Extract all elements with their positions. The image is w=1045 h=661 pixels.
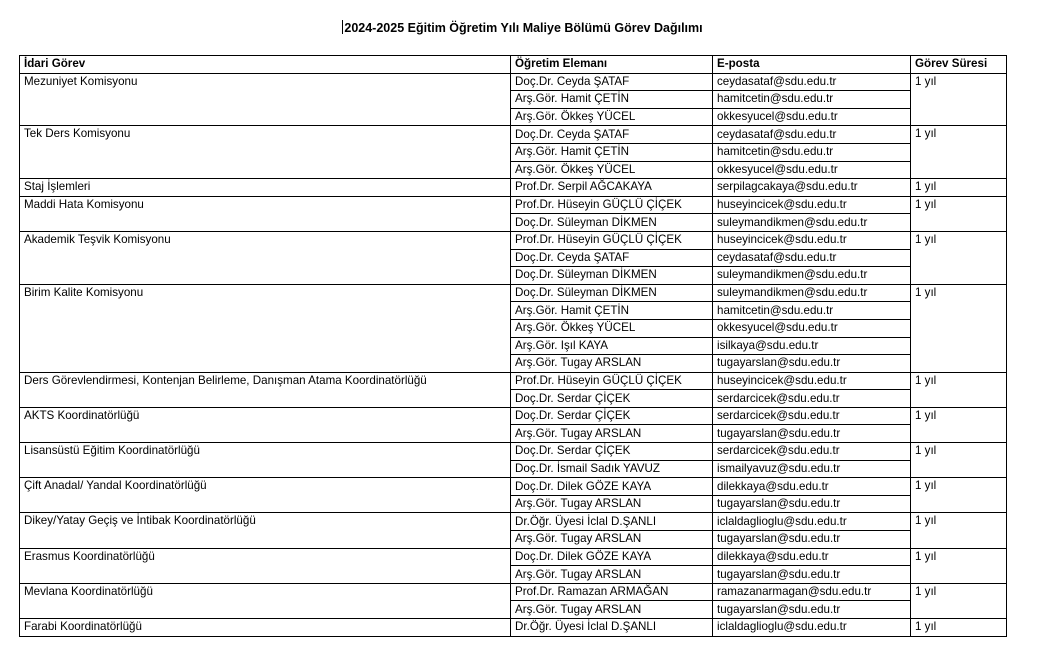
member-cell: Doç.Dr. Dilek GÖZE KAYA [511,478,713,496]
table-row [20,284,1007,302]
table-row [20,443,1007,461]
email-cell: ceydasataf@sdu.edu.tr [713,249,911,267]
member-cell: Arş.Gör. Tugay ARSLAN [511,601,713,619]
table-header-row [20,56,1007,74]
email-cell: ismailyavuz@sdu.edu.tr [713,460,911,478]
email-cell: dilekkaya@sdu.edu.tr [713,548,911,566]
table-row [20,478,1007,496]
duration-cell: 1 yıl [911,284,1007,372]
duration-cell: 1 yıl [911,583,1007,618]
table-row [20,196,1007,214]
email-cell: iclaldaglioglu@sdu.edu.tr [713,619,911,637]
email-cell: huseyincicek@sdu.edu.tr [713,231,911,249]
duty-cell: Staj İşlemleri [20,179,511,197]
email-cell: hamitcetin@sdu.edu.tr [713,143,911,161]
email-cell: serdarcicek@sdu.edu.tr [713,407,911,425]
table-row [20,513,1007,531]
member-cell: Doç.Dr. Serdar ÇİÇEK [511,390,713,408]
member-cell: Dr.Öğr. Üyesi İclal D.ŞANLI [511,619,713,637]
member-cell: Prof.Dr. Ramazan ARMAĞAN [511,583,713,601]
email-cell: huseyincicek@sdu.edu.tr [713,196,911,214]
email-cell: suleymandikmen@sdu.edu.tr [713,214,911,232]
member-cell: Doç.Dr. Dilek GÖZE KAYA [511,548,713,566]
member-cell: Doç.Dr. Süleyman DİKMEN [511,267,713,285]
duration-cell: 1 yıl [911,443,1007,478]
duty-cell: Mezuniyet Komisyonu [20,73,511,126]
email-cell: tugayarslan@sdu.edu.tr [713,601,911,619]
duty-table [19,55,1007,637]
email-cell: ceydasataf@sdu.edu.tr [713,126,911,144]
table-row [20,372,1007,390]
duration-cell: 1 yıl [911,619,1007,637]
email-cell: isilkaya@sdu.edu.tr [713,337,911,355]
member-cell: Arş.Gör. Tugay ARSLAN [511,566,713,584]
duration-cell: 1 yıl [911,126,1007,179]
duty-cell: Maddi Hata Komisyonu [20,196,511,231]
duty-cell: Farabi Koordinatörlüğü [20,619,511,637]
email-cell: huseyincicek@sdu.edu.tr [713,372,911,390]
email-cell: tugayarslan@sdu.edu.tr [713,425,911,443]
member-cell: Arş.Gör. Ökkeş YÜCEL [511,108,713,126]
table-row [20,126,1007,144]
email-cell: hamitcetin@sdu.edu.tr [713,302,911,320]
member-cell: Prof.Dr. Hüseyin GÜÇLÜ ÇİÇEK [511,196,713,214]
duration-cell: 1 yıl [911,513,1007,548]
table-row [20,548,1007,566]
header-duty: İdari Görev [20,56,511,74]
duration-cell: 1 yıl [911,196,1007,231]
duration-cell: 1 yıl [911,478,1007,513]
email-cell: tugayarslan@sdu.edu.tr [713,566,911,584]
member-cell: Prof.Dr. Hüseyin GÜÇLÜ ÇİÇEK [511,231,713,249]
duty-cell: Tek Ders Komisyonu [20,126,511,179]
duration-cell: 1 yıl [911,231,1007,284]
member-cell: Doç.Dr. Ceyda ŞATAF [511,73,713,91]
duty-cell: Ders Görevlendirmesi, Kontenjan Belirleme, Danışman Atama Koordinatörlüğü [20,372,511,407]
table-row [20,73,1007,91]
table-row [20,231,1007,249]
member-cell: Doç.Dr. Ceyda ŞATAF [511,249,713,267]
duty-cell: Akademik Teşvik Komisyonu [20,231,511,284]
email-cell: hamitcetin@sdu.edu.tr [713,91,911,109]
email-cell: ceydasataf@sdu.edu.tr [713,73,911,91]
duration-cell: 1 yıl [911,407,1007,442]
member-cell: Doç.Dr. Süleyman DİKMEN [511,214,713,232]
email-cell: suleymandikmen@sdu.edu.tr [713,284,911,302]
table-row [20,407,1007,425]
table-row [20,179,1007,197]
member-cell: Prof.Dr. Serpil AĞCAKAYA [511,179,713,197]
email-cell: serdarcicek@sdu.edu.tr [713,390,911,408]
member-cell: Arş.Gör. Tugay ARSLAN [511,531,713,549]
duty-cell: Mevlana Koordinatörlüğü [20,583,511,618]
email-cell: serdarcicek@sdu.edu.tr [713,443,911,461]
email-cell: tugayarslan@sdu.edu.tr [713,531,911,549]
email-cell: okkesyucel@sdu.edu.tr [713,319,911,337]
email-cell: dilekkaya@sdu.edu.tr [713,478,911,496]
duration-cell: 1 yıl [911,179,1007,197]
header-email: E-posta [713,56,911,74]
duty-cell: Birim Kalite Komisyonu [20,284,511,372]
table-row [20,583,1007,601]
email-cell: tugayarslan@sdu.edu.tr [713,355,911,373]
duty-cell: AKTS Koordinatörlüğü [20,407,511,442]
email-cell: iclaldaglioglu@sdu.edu.tr [713,513,911,531]
duty-cell: Çift Anadal/ Yandal Koordinatörlüğü [20,478,511,513]
member-cell: Doç.Dr. Süleyman DİKMEN [511,284,713,302]
member-cell: Doç.Dr. İsmail Sadık YAVUZ [511,460,713,478]
member-cell: Arş.Gör. Ökkeş YÜCEL [511,319,713,337]
member-cell: Arş.Gör. Ökkeş YÜCEL [511,161,713,179]
member-cell: Arş.Gör. Tugay ARSLAN [511,355,713,373]
member-cell: Doç.Dr. Serdar ÇİÇEK [511,407,713,425]
email-cell: serpilagcakaya@sdu.edu.tr [713,179,911,197]
table-body [20,73,1007,636]
member-cell: Prof.Dr. Hüseyin GÜÇLÜ ÇİÇEK [511,372,713,390]
duration-cell: 1 yıl [911,548,1007,583]
member-cell: Arş.Gör. Tugay ARSLAN [511,425,713,443]
document-title [0,20,1045,35]
member-cell: Doç.Dr. Serdar ÇİÇEK [511,443,713,461]
email-cell: tugayarslan@sdu.edu.tr [713,495,911,513]
member-cell: Arş.Gör. Hamit ÇETİN [511,91,713,109]
member-cell: Arş.Gör. Hamit ÇETİN [511,302,713,320]
member-cell: Dr.Öğr. Üyesi İclal D.ŞANLI [511,513,713,531]
email-cell: okkesyucel@sdu.edu.tr [713,108,911,126]
member-cell: Doç.Dr. Ceyda ŞATAF [511,126,713,144]
duration-cell: 1 yıl [911,372,1007,407]
member-cell: Arş.Gör. Tugay ARSLAN [511,495,713,513]
duty-cell: Dikey/Yatay Geçiş ve İntibak Koordinatörlüğü [20,513,511,548]
document-title-text: 2024-2025 Eğitim Öğretim Yılı Maliye Bölümü Görev Dağılımı [344,21,703,35]
duty-cell: Erasmus Koordinatörlüğü [20,548,511,583]
duty-cell: Lisansüstü Eğitim Koordinatörlüğü [20,443,511,478]
member-cell: Arş.Gör. Hamit ÇETİN [511,143,713,161]
member-cell: Arş.Gör. Işıl KAYA [511,337,713,355]
email-cell: ramazanarmagan@sdu.edu.tr [713,583,911,601]
duration-cell: 1 yıl [911,73,1007,126]
table-row [20,619,1007,637]
email-cell: suleymandikmen@sdu.edu.tr [713,267,911,285]
email-cell: okkesyucel@sdu.edu.tr [713,161,911,179]
header-duration: Görev Süresi [911,56,1007,74]
header-member: Öğretim Elemanı [511,56,713,74]
